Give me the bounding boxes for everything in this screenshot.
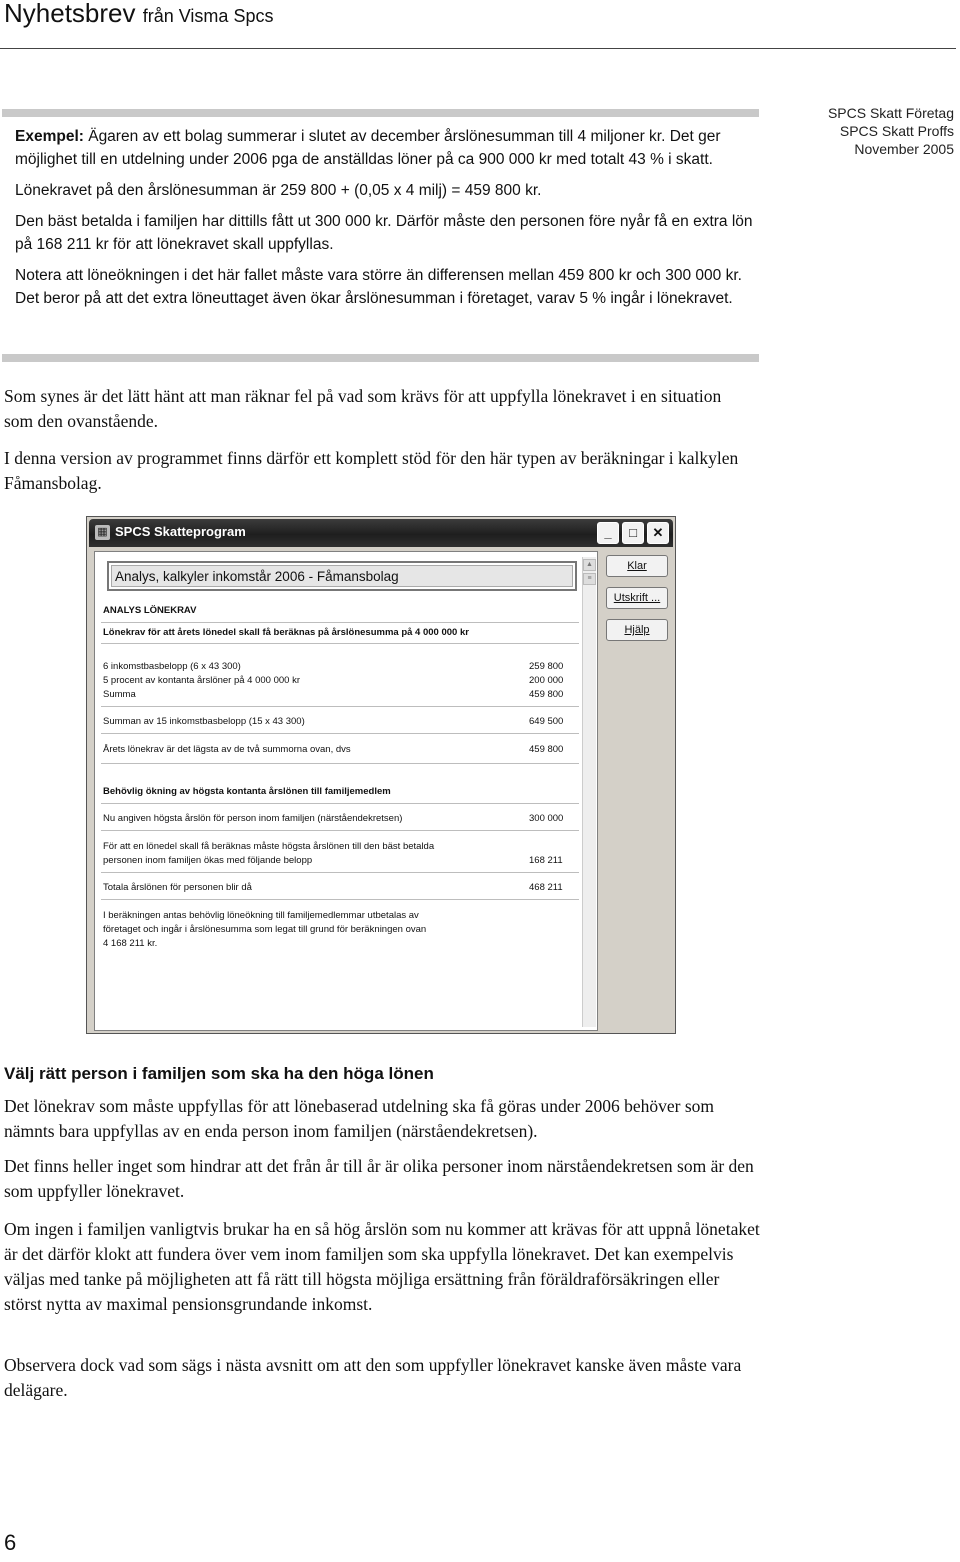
page-number: 6 xyxy=(4,1530,17,1555)
report-note-line: I beräkningen antas behövlig löneökning till familjemedlemmar utbetalas av xyxy=(103,910,419,921)
report-divider xyxy=(101,803,579,804)
report-divider xyxy=(101,643,579,644)
report-row-label: Totala årslönen för personen blir då xyxy=(103,882,252,893)
section-paragraph-2: Det finns heller inget som hindrar att det från år till år är olika personer inom närståendekretsen som är den som uppfyller lönekravet. xyxy=(4,1156,754,1201)
report-divider xyxy=(101,763,579,764)
app-window xyxy=(86,516,676,1034)
report-divider xyxy=(101,706,579,707)
report-row-label: Nu angiven högsta årslön för person inom familjen (närståendekretsen) xyxy=(103,813,403,824)
report-row-label: 6 inkomstbasbelopp (6 x 43 300) xyxy=(103,661,241,672)
example-label: Exempel: xyxy=(15,128,84,145)
example-bottom-bar xyxy=(2,354,759,362)
report-row-value: 168 211 xyxy=(529,855,563,866)
title-text: Nyhetsbrev xyxy=(4,0,136,28)
report-row-value: 459 800 xyxy=(529,744,564,755)
window-title: SPCS Skatteprogram xyxy=(115,524,246,539)
product-line-1: SPCS Skatt Företag xyxy=(827,105,954,121)
section1-title: Lönekrav för att årets lönedel skall få beräknas på årslönesumma på 4 000 000 kr xyxy=(103,627,469,638)
body-paragraph-2: I denna version av programmet finns därför ett komplett stöd för den här typen av beräkningar i kalkylen Fåmansbolag. xyxy=(4,448,739,493)
scroll-up-arrow-icon[interactable]: ▲ xyxy=(583,559,596,571)
app-icon: ▦ xyxy=(95,525,110,540)
issue-date: November 2005 xyxy=(854,141,954,157)
newsletter-title xyxy=(4,0,273,29)
window-titlebar[interactable] xyxy=(89,519,673,547)
example-paragraph-4: Notera att löneökningen i det här fallet måste vara större än differensen mellan 459 800 kr och 300 000 kr. Det beror på att det extra löneuttaget även ökar årslönesumman i företaget, varav 5 % ingår i lönekravet. xyxy=(15,267,742,307)
product-line-2: SPCS Skatt Proffs xyxy=(839,123,954,139)
report-divider xyxy=(101,899,579,900)
report-divider xyxy=(101,733,579,734)
close-button[interactable]: ✕ xyxy=(647,522,669,544)
klar-button[interactable]: Klar xyxy=(606,555,668,577)
selector-value: Analys, kalkyler inkomstår 2006 - Fåmansbolag xyxy=(111,565,573,587)
report-row-value: 300 000 xyxy=(529,813,564,824)
report-divider xyxy=(101,872,579,873)
section-paragraph-4: Observera dock vad som sägs i nästa avsnitt om att den som uppfyller lönekravet kanske även måste vara delägare. xyxy=(4,1355,742,1400)
report-note-line: företaget och ingår i årslönesumma som legat till grund för beräkningen ovan xyxy=(103,924,427,935)
header-rule xyxy=(0,48,956,49)
example-paragraph-1 xyxy=(15,125,760,171)
report-row-label: Summan av 15 inkomstbasbelopp (15 x 43 300) xyxy=(103,716,305,727)
section-paragraph-1: Det lönekrav som måste uppfyllas för att lönebaserad utdelning ska få göras under 2006 behöver som nämnts bara uppfyllas av en enda person inom familjen (närståendekretsen). xyxy=(4,1096,715,1141)
example-paragraph-3: Den bäst betalda i familjen har dittills fått ut 300 000 kr. Därför måste den personen före nyår få en extra lön på 168 211 kr för att lönekravet skall uppfyllas. xyxy=(15,213,753,253)
report-row-value: 259 800 xyxy=(529,661,564,672)
report-note-line: 4 168 211 kr. xyxy=(103,938,158,949)
help-button[interactable]: Hjälp xyxy=(606,619,668,641)
example-text-1: Ägaren av ett bolag summerar i slutet av december årslönesumman till 4 miljoner kr. Det ger möjlighet till en utdelning under 2006 pga de anställdas löner på ca 900 000 kr med totalt 43 % i skatt. xyxy=(15,128,721,168)
report-row-label: personen inom familjen ökas med följande belopp xyxy=(103,855,313,866)
report-row-value: 200 000 xyxy=(529,675,564,686)
example-top-bar xyxy=(2,109,759,117)
section-heading: Välj rätt person i familjen som ska ha den höga lönen xyxy=(4,1064,434,1083)
example-box xyxy=(15,125,760,318)
minimize-button[interactable]: _ xyxy=(597,522,619,544)
report-panel xyxy=(94,551,598,1031)
report-row-value: 468 211 xyxy=(529,882,563,893)
report-divider xyxy=(101,622,579,623)
report-row-value: 459 800 xyxy=(529,689,564,700)
report-row-value: 649 500 xyxy=(529,716,564,727)
report-divider xyxy=(101,830,579,831)
report-row-label: För att en lönedel skall få beräknas måste högsta årslönen till den bäst betalda xyxy=(103,841,435,852)
maximize-button[interactable]: □ xyxy=(622,522,644,544)
title-subtitle: från Visma Spcs xyxy=(142,6,274,26)
report-row-label: Summa xyxy=(103,689,136,700)
section2-title: Behövlig ökning av högsta kontanta årslönen till familjemedlem xyxy=(103,786,391,797)
report-heading: ANALYS LÖNEKRAV xyxy=(103,605,197,616)
body-paragraph-1: Som synes är det lätt hänt att man räknar fel på vad som krävs för att uppfylla lönekravet i en situation som den ovanstående. xyxy=(4,386,722,431)
print-button[interactable]: Utskrift ... xyxy=(606,587,668,609)
report-row-label: 5 procent av kontanta årslöner på 4 000 000 kr xyxy=(103,675,300,686)
calculation-selector[interactable] xyxy=(107,561,577,591)
report-row-label: Årets lönekrav är det lägsta av de två summorna ovan, dvs xyxy=(103,744,351,755)
example-paragraph-2: Lönekravet på den årslönesumman är 259 800 + (0,05 x 4 milj) = 459 800 kr. xyxy=(15,182,542,199)
vertical-scrollbar[interactable] xyxy=(582,557,596,1027)
section-paragraph-3: Om ingen i familjen vanligtvis brukar ha en så hög årslön som nu kommer att krävas för att uppnå lönetaket är det därför klokt att fundera över vem inom familjen som ska uppfylla lönekravet. Det kan exempelvis väljas med tanke på möjligheten att få rätt till högsta möjliga ersättning från föräldraförsäkringen eller störst nytta av maximal pensionsgrundande inkomst. xyxy=(4,1219,760,1314)
scroll-thumb[interactable]: ≡ xyxy=(583,573,596,585)
product-note xyxy=(828,104,954,158)
